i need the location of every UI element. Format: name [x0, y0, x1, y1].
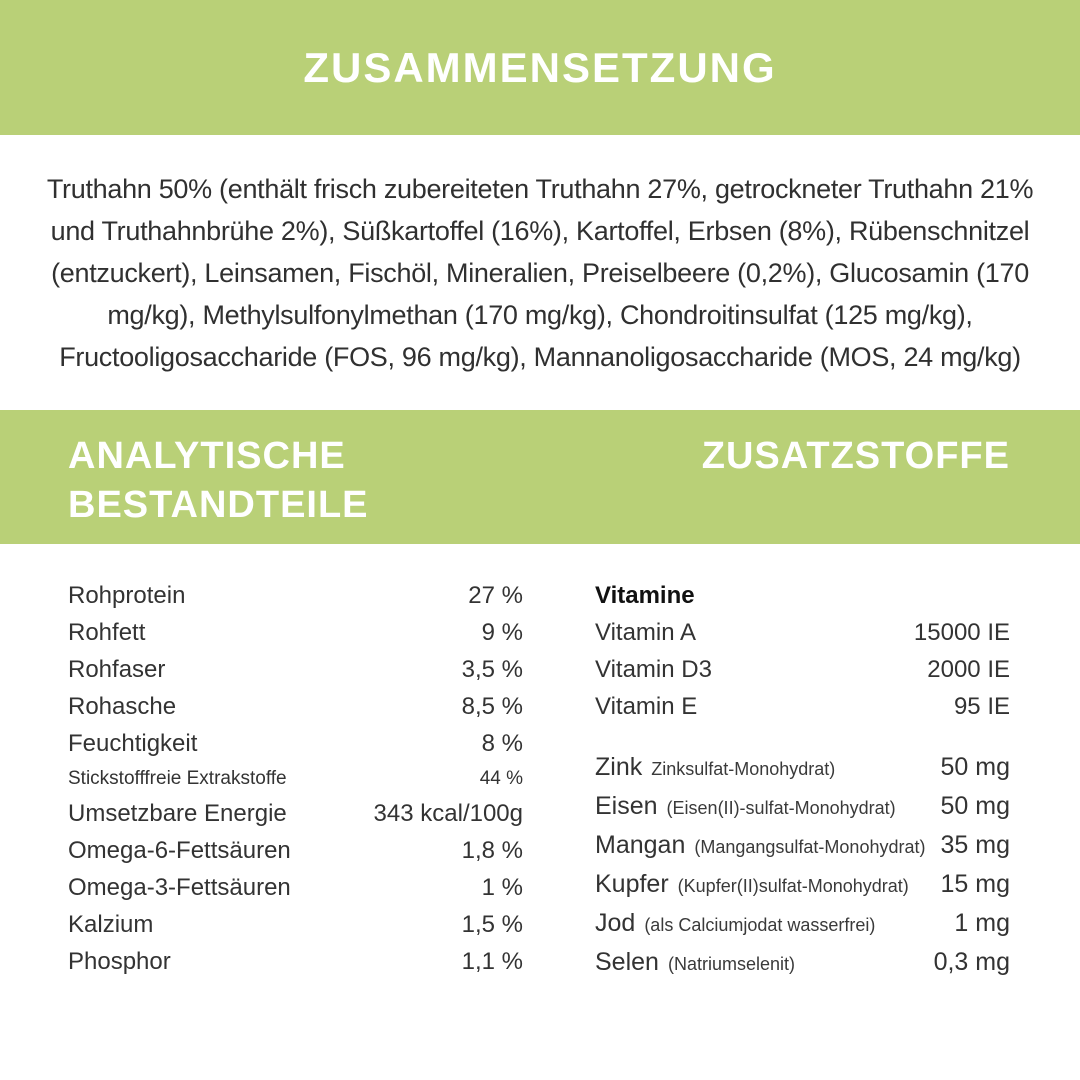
mineral-row	[595, 788, 1010, 827]
additives-table	[595, 577, 1010, 983]
mineral-row-label: Mangan	[595, 831, 686, 859]
analytical-row-value: 1 %	[481, 874, 523, 901]
composition-section	[0, 135, 1080, 410]
section-header-band	[0, 410, 1080, 544]
analytical-row-label: Phosphor	[68, 948, 171, 975]
analytical-row-label: Stickstofffreie Extrakstoffe	[68, 768, 287, 789]
mineral-row-label: Zink	[595, 753, 643, 781]
analytical-row-label: Kalzium	[68, 911, 154, 938]
data-columns	[0, 544, 1080, 983]
analytical-row-label: Rohfett	[68, 619, 146, 646]
analytical-row	[68, 762, 523, 795]
vitamin-row	[595, 651, 1010, 688]
analytical-row-value: 1,1 %	[461, 948, 523, 975]
analytical-row-value: 3,5 %	[461, 656, 523, 683]
mineral-row	[595, 866, 1010, 905]
vitamin-row-label: Vitamin E	[595, 693, 698, 720]
analytical-row	[68, 577, 523, 614]
analytical-row-value: 8 %	[481, 730, 523, 757]
analytical-row-label: Rohprotein	[68, 582, 186, 609]
mineral-row	[595, 749, 1010, 788]
vitamin-row-value: 15000 IE	[913, 619, 1010, 646]
analytical-row	[68, 869, 523, 906]
analytical-row-label: Omega-6-Fettsäuren	[68, 837, 291, 864]
analytical-row	[68, 943, 523, 980]
analytical-row	[68, 688, 523, 725]
mineral-row-label: Selen	[595, 948, 659, 976]
analytical-row-value: 343 kcal/100g	[373, 800, 523, 827]
vitamin-row	[595, 688, 1010, 725]
mineral-row-value: 35 mg	[940, 831, 1010, 859]
composition-title: ZUSAMMENSETZUNG	[303, 43, 777, 91]
mineral-row-note: Zinksulfat-Monohydrat)	[651, 759, 836, 779]
analytical-row-value: 1,8 %	[461, 837, 523, 864]
analytical-row	[68, 725, 523, 762]
analytical-row-label: Umsetzbare Energie	[68, 800, 287, 827]
mineral-row-note: (Mangangsulfat-Monohydrat)	[694, 837, 926, 857]
analytical-row-value: 27 %	[468, 582, 523, 609]
mineral-row-value: 50 mg	[940, 753, 1010, 781]
minerals-group	[595, 749, 1010, 983]
mineral-row	[595, 905, 1010, 944]
mineral-row-value: 1 mg	[954, 909, 1010, 937]
analytical-row	[68, 832, 523, 869]
vitamin-row-value: 2000 IE	[927, 656, 1010, 683]
composition-header-band	[0, 0, 1080, 135]
mineral-row-note: (Kupfer(II)sulfat-Monohydrat)	[677, 876, 909, 896]
mineral-row	[595, 944, 1010, 983]
analytical-row-value: 44 %	[479, 768, 523, 789]
mineral-row-value: 0,3 mg	[933, 948, 1010, 976]
mineral-row-label: Eisen	[595, 792, 658, 820]
composition-text: Truthahn 50% (enthält frisch zubereiteten Truthahn 27%, getrockneter Truthahn 21% und Truthahnbrühe 2%), Süßkartoffel (16%), Kartoffel, Erbsen (8%), Rübenschnitzel (entzuckert), Leinsamen, Fischöl, Mineralien, Preiselbeere (0,2%), Glucosamin (170 mg/kg), Methylsulfonylmethan (170 mg/kg), Chondroitinsulfat (125 mg/kg), Fructooligosaccharide (FOS, 96 mg/kg), Mannanoligosaccharide (MOS, 24 mg/kg)	[46, 173, 1034, 372]
analytical-row-label: Rohasche	[68, 693, 177, 720]
analytical-heading: ANALYTISCHE BESTANDTEILE	[68, 435, 369, 526]
vitamin-row-label: Vitamin A	[595, 619, 696, 646]
mineral-row-value: 50 mg	[940, 792, 1010, 820]
analytical-row-value: 8,5 %	[461, 693, 523, 720]
analytical-table	[68, 577, 523, 983]
vitamin-row-label: Vitamin D3	[595, 656, 712, 683]
mineral-row-label: Kupfer	[595, 870, 669, 898]
mineral-row-note: (Natriumselenit)	[667, 954, 795, 974]
analytical-row-label: Feuchtigkeit	[68, 730, 198, 757]
analytical-row-value: 1,5 %	[461, 911, 523, 938]
mineral-row-label: Jod	[595, 909, 636, 937]
additives-heading: ZUSATZSTOFFE	[701, 435, 1010, 477]
analytical-row	[68, 651, 523, 688]
mineral-row-value: 15 mg	[940, 870, 1010, 898]
vitamin-row-value: 95 IE	[953, 693, 1010, 720]
analytical-row	[68, 795, 523, 832]
analytical-row-label: Omega-3-Fettsäuren	[68, 874, 291, 901]
vitamins-header: Vitamine	[595, 582, 695, 609]
analytical-row	[68, 906, 523, 943]
mineral-row-note: (Eisen(II)-sulfat-Monohydrat)	[666, 798, 896, 818]
vitamin-row	[595, 614, 1010, 651]
analytical-row	[68, 614, 523, 651]
mineral-row-note: (als Calciumjodat wasserfrei)	[644, 915, 876, 935]
mineral-row	[595, 827, 1010, 866]
analytical-row-value: 9 %	[481, 619, 523, 646]
analytical-row-label: Rohfaser	[68, 656, 166, 683]
